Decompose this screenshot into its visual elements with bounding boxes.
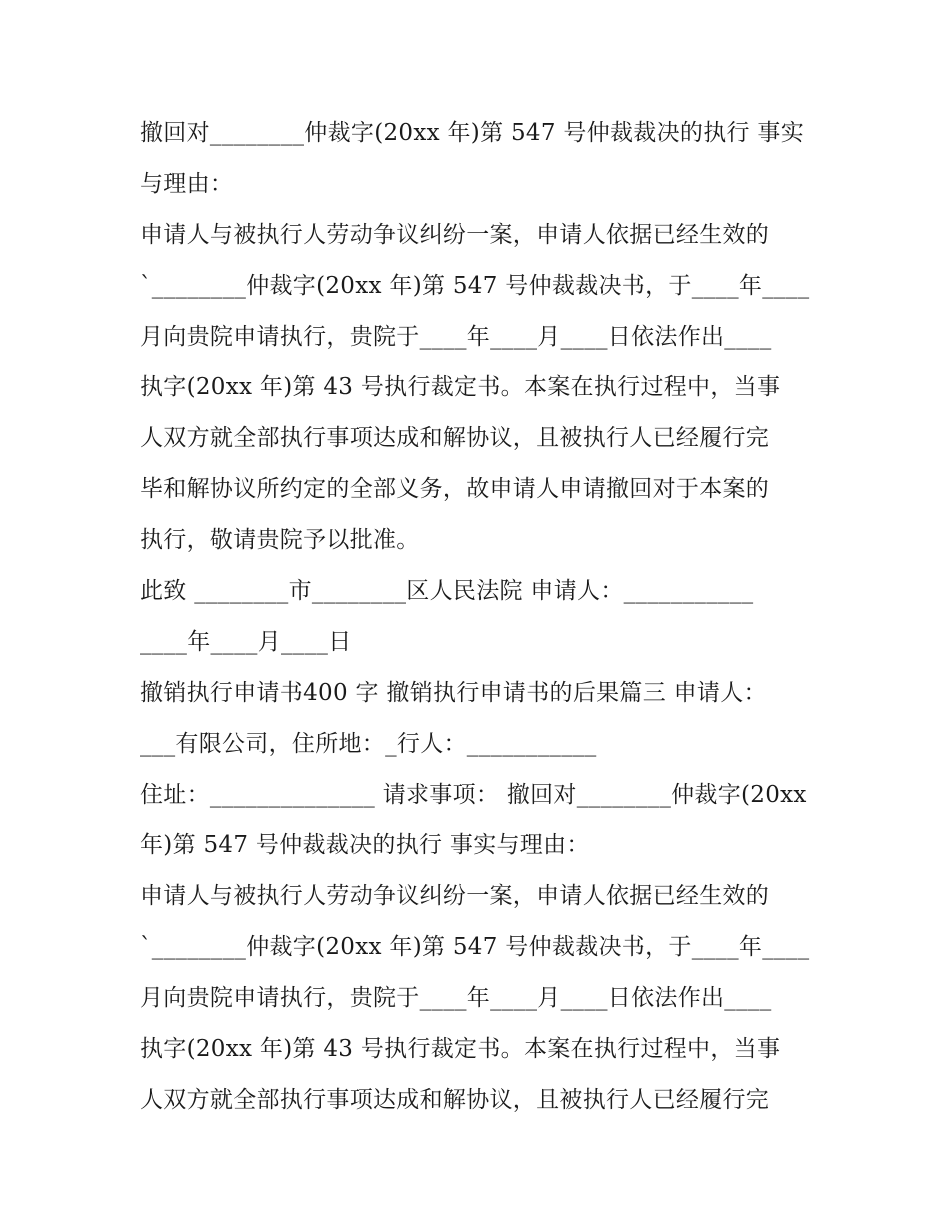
- text-line: 执行，敬请贵院予以批准。: [140, 527, 420, 554]
- text-line: ____年____月____日: [140, 628, 352, 655]
- text-line: 人双方就全部执行事项达成和解协议，且被执行人已经履行完: [140, 1086, 770, 1113]
- text-line: 撤回对________仲裁字(20xx 年)第 547 号仲裁裁决的执行 事实: [140, 120, 804, 146]
- text-line: 申请人与被执行人劳动争议纠纷一案，申请人依据已经生效的: [140, 883, 770, 910]
- text-line: 毕和解协议所约定的全部义务，故申请人申请撤回对于本案的: [140, 476, 770, 503]
- text-line: 执字(20xx 年)第 43 号执行裁定书。本案在执行过程中，当事: [140, 374, 781, 401]
- text-line: 月向贵院申请执行，贵院于____年____月____日依法作出____: [140, 985, 772, 1012]
- text-line: 撤销执行申请书400 字 撤销执行申请书的后果篇三 申请人：: [140, 679, 767, 706]
- text-line: `________仲裁字(20xx 年)第 547 号仲裁裁决书，于____年____: [140, 934, 810, 961]
- text-line: 住址：______________ 请求事项： 撤回对________仲裁字(20xx: [140, 781, 807, 808]
- text-line: 执字(20xx 年)第 43 号执行裁定书。本案在执行过程中，当事: [140, 1036, 781, 1063]
- text-line: 申请人与被执行人劳动争议纠纷一案，申请人依据已经生效的: [140, 221, 770, 248]
- document-body: [140, 108, 820, 1126]
- text-line: 与理由：: [140, 170, 234, 197]
- text-line: 此致 ________市________区人民法院 申请人：___________: [140, 578, 754, 605]
- text-line: `________仲裁字(20xx 年)第 547 号仲裁裁决书，于____年____: [140, 272, 810, 299]
- text-line: 年)第 547 号仲裁裁决的执行 事实与理由：: [140, 832, 590, 859]
- text-line: 人双方就全部执行事项达成和解协议，且被执行人已经履行完: [140, 425, 770, 452]
- text-line: ___有限公司，住所地：_行人：___________: [140, 730, 597, 757]
- text-line: 月向贵院申请执行，贵院于____年____月____日依法作出____: [140, 323, 772, 350]
